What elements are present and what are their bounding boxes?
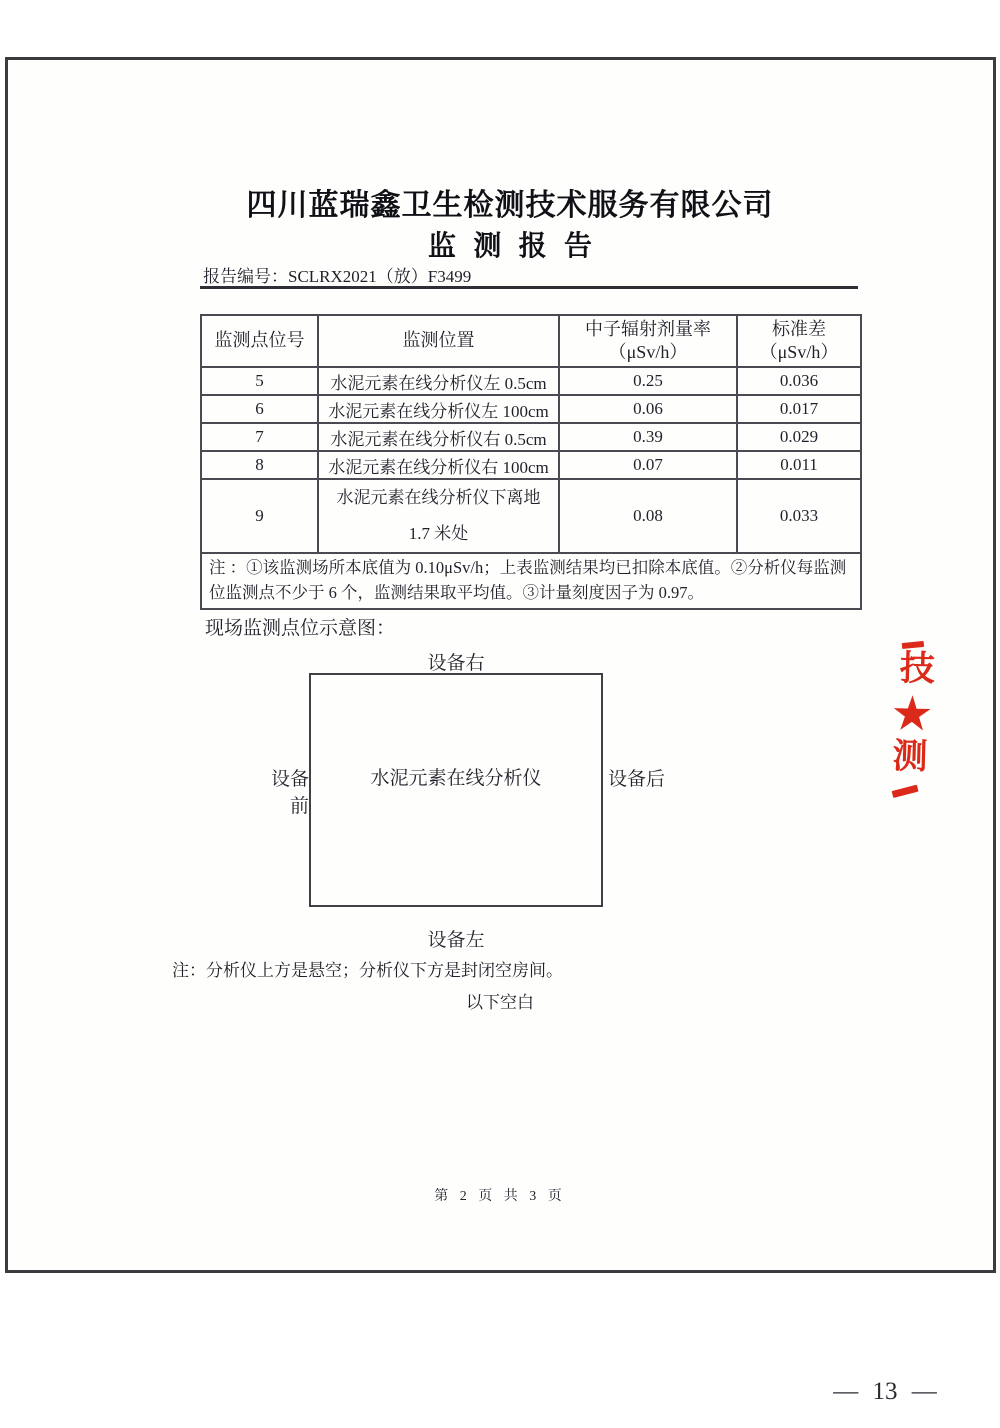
cell-std-dev: 0.017: [737, 395, 861, 423]
cell-dose-rate: 0.39: [559, 423, 737, 451]
company-name: 四川蓝瑞鑫卫生检测技术服务有限公司: [246, 188, 774, 223]
monitoring-results-table: [200, 314, 862, 610]
cell-dose-rate: 0.07: [559, 451, 737, 479]
stamp-character-bottom: 测: [891, 736, 929, 778]
header-dose-rate-title: 中子辐射剂量率: [585, 318, 711, 339]
table-row: [201, 395, 861, 423]
stamp-character-top: 技: [899, 648, 936, 690]
diagram-caption: 现场监测点位示意图：: [205, 618, 396, 639]
report-title: 监测报告: [427, 229, 610, 262]
diagram-label-device-back: 设备后: [608, 769, 666, 790]
header-divider: [200, 286, 858, 289]
table-row: [201, 423, 861, 451]
table-row: [201, 479, 861, 553]
cell-location: [318, 479, 559, 553]
table-row: [201, 367, 861, 395]
stamp-star-icon: ★: [889, 685, 935, 743]
cell-location-line1: 水泥元素在线分析仪下离地: [336, 488, 541, 507]
stamp-arc-fragment-top: [902, 641, 924, 649]
cell-point-no: 6: [201, 395, 318, 423]
device-outline-rectangle: [309, 673, 603, 907]
cell-std-dev: 0.029: [737, 423, 861, 451]
header-std-dev-unit: （μSv/h）: [759, 342, 839, 362]
cell-point-no: 9: [201, 479, 318, 553]
table-header-row: [201, 315, 861, 367]
header-std-dev-title: 标准差: [772, 318, 826, 339]
report-number-line: [203, 262, 471, 287]
table-row: [201, 451, 861, 479]
cell-location-line2: 1.7 米处: [408, 524, 469, 543]
cell-dose-rate: 0.06: [559, 395, 737, 423]
report-number-value: SCLRX2021（放）F3499: [288, 267, 472, 286]
header-dose-rate: [559, 315, 737, 367]
header-dose-rate-unit: （μSv/h）: [608, 342, 688, 362]
cell-point-no: 8: [201, 451, 318, 479]
diagram-note: 注：分析仪上方是悬空；分析仪下方是封闭空房间。: [172, 961, 563, 980]
cell-std-dev: 0.036: [737, 367, 861, 395]
cell-dose-rate: 0.25: [559, 367, 737, 395]
table-note: 注 ：①该监测场所本底值为 0.10μSv/h；上表监测结果均已扣除本底值。②分析仪每监测位监测点不少于 6 个，监测结果取平均值。③计量刻度因子为 0.97。: [201, 553, 861, 609]
page-info: 第 2 页 共 3 页: [434, 1189, 566, 1204]
header-location: 监测位置: [318, 315, 559, 367]
blank-below-marker: 以下空白: [466, 993, 534, 1012]
cell-point-no: 7: [201, 423, 318, 451]
cell-location: 水泥元素在线分析仪右 100cm: [318, 451, 559, 479]
diagram-label-analyzer: 水泥元素在线分析仪: [370, 768, 542, 789]
sheet-number: — 13 —: [833, 1378, 937, 1405]
diagram-label-device-front: 设备前: [270, 769, 309, 817]
table-note-row: [201, 553, 861, 609]
cell-std-dev: 0.033: [737, 479, 861, 553]
cell-location: 水泥元素在线分析仪左 0.5cm: [318, 367, 559, 395]
diagram-label-device-left: 设备左: [427, 930, 485, 951]
red-seal-stamp: [884, 641, 942, 795]
report-number-label: 报告编号：: [203, 267, 288, 286]
cell-std-dev: 0.011: [737, 451, 861, 479]
header-point-no: 监测点位号: [201, 315, 318, 367]
cell-location: 水泥元素在线分析仪左 100cm: [318, 395, 559, 423]
cell-point-no: 5: [201, 367, 318, 395]
cell-location: 水泥元素在线分析仪右 0.5cm: [318, 423, 559, 451]
header-std-dev: [737, 315, 861, 367]
cell-dose-rate: 0.08: [559, 479, 737, 553]
diagram-label-device-right: 设备右: [427, 653, 485, 674]
